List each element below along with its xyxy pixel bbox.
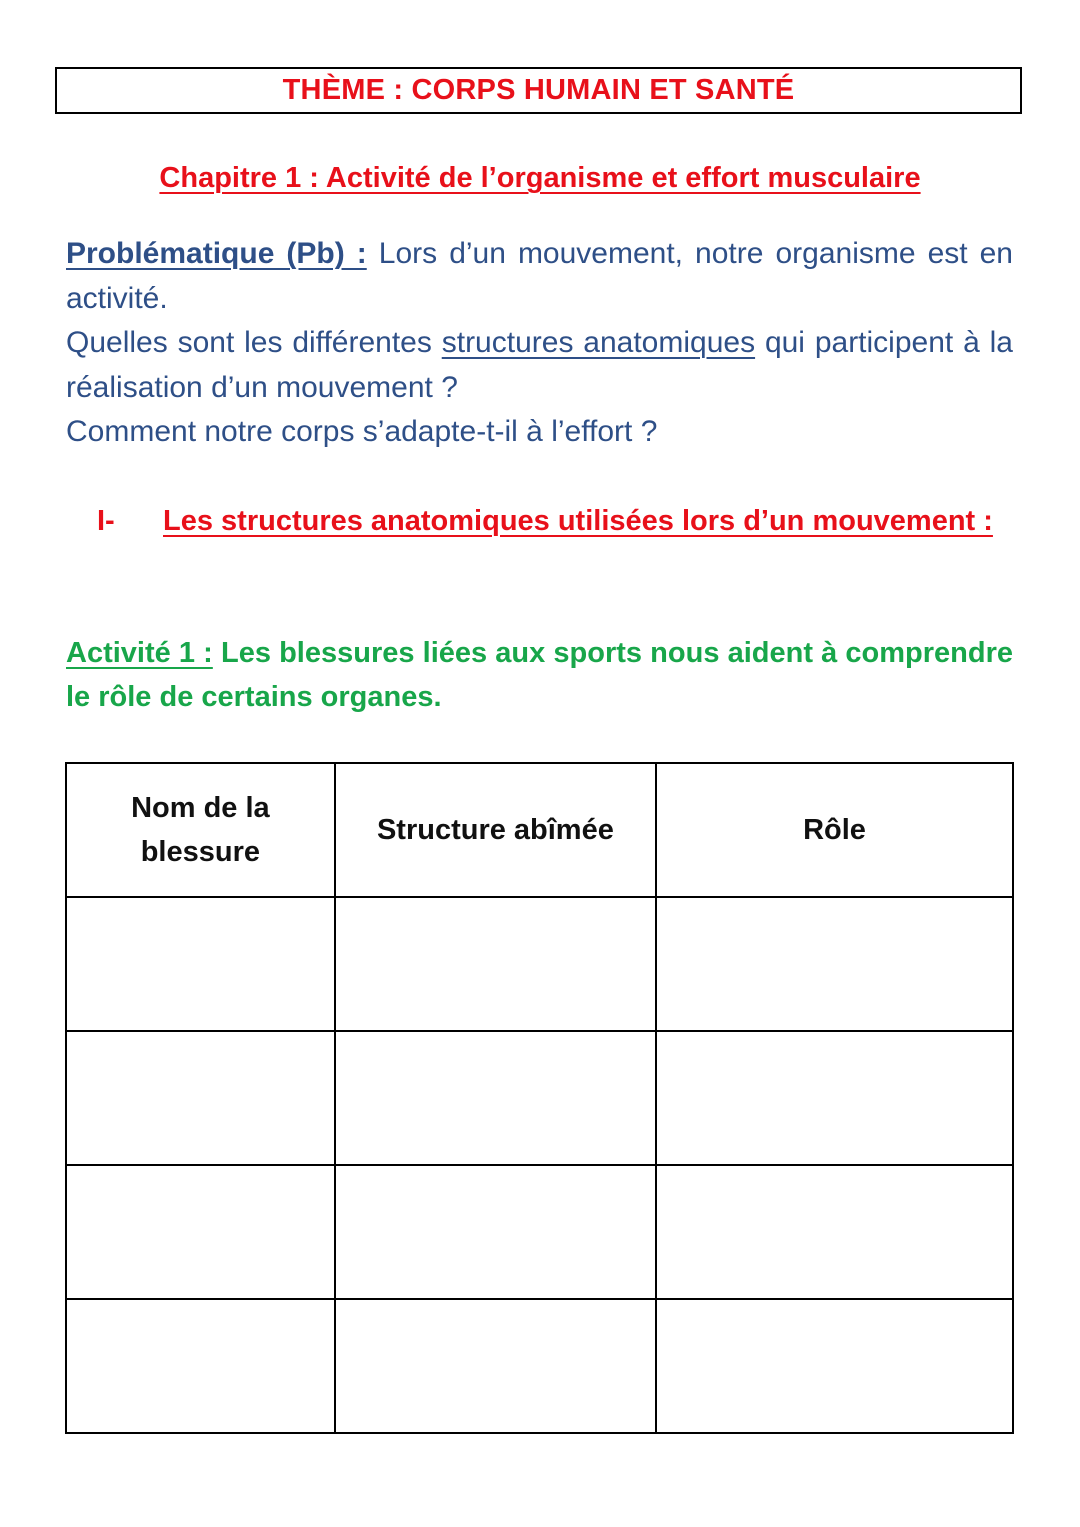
table-cell[interactable]: [335, 1299, 656, 1433]
chapter-title: Chapitre 1 : Activité de l’organisme et effort musculaire: [159, 162, 921, 194]
table-cell[interactable]: [335, 897, 656, 1031]
table-cell[interactable]: [66, 1165, 335, 1299]
injuries-table: [65, 762, 1014, 1434]
table-cell[interactable]: [656, 1031, 1013, 1165]
problematique-block: [66, 232, 1013, 455]
question-1-end: qui participent à la réalisation d’un mouvement ?: [66, 326, 1013, 404]
problematique-intro: [66, 232, 1013, 321]
header-role: Rôle: [656, 763, 1013, 897]
table-cell[interactable]: [656, 897, 1013, 1031]
table-row: [66, 1031, 1013, 1165]
problematique-question-2: Comment notre corps s’adapte-t-il à l’effort ?: [66, 415, 658, 448]
table-cell[interactable]: [656, 1165, 1013, 1299]
table-row: [66, 1299, 1013, 1433]
problematique-text: Lors d’un mouvement, notre organisme est en activité.: [66, 237, 1013, 315]
chapter-heading: [0, 162, 1080, 195]
activity-text: Les blessures liées aux sports nous aident à comprendre le rôle de certains organes.: [66, 637, 1013, 713]
problematique-label: Problématique (Pb) :: [66, 237, 367, 270]
table-row: [66, 1165, 1013, 1299]
section-number: I-: [97, 505, 115, 537]
theme-banner: [55, 67, 1022, 114]
question-1-start: Quelles sont les différentes: [66, 326, 432, 359]
section-title: Les structures anatomiques utilisées lors d’un mouvement :: [163, 505, 993, 537]
table-cell[interactable]: [66, 1031, 335, 1165]
activity-label: Activité 1 :: [66, 637, 213, 669]
table-cell[interactable]: [66, 1299, 335, 1433]
problematique-question-1: [66, 321, 1013, 410]
table-row: [66, 897, 1013, 1031]
activity-block: [66, 631, 1013, 719]
header-damaged-structure: Structure abîmée: [335, 763, 656, 897]
table-cell[interactable]: [335, 1031, 656, 1165]
question-1-keyword: structures anatomiques: [441, 326, 756, 359]
table-cell[interactable]: [66, 897, 335, 1031]
table-header-row: [66, 763, 1013, 897]
header-injury-name: Nom de la blessure: [66, 763, 335, 897]
table-cell[interactable]: [335, 1165, 656, 1299]
theme-title: THÈME : CORPS HUMAIN ET SANTÉ: [282, 74, 795, 106]
section-heading: [97, 499, 1013, 543]
table-cell[interactable]: [656, 1299, 1013, 1433]
